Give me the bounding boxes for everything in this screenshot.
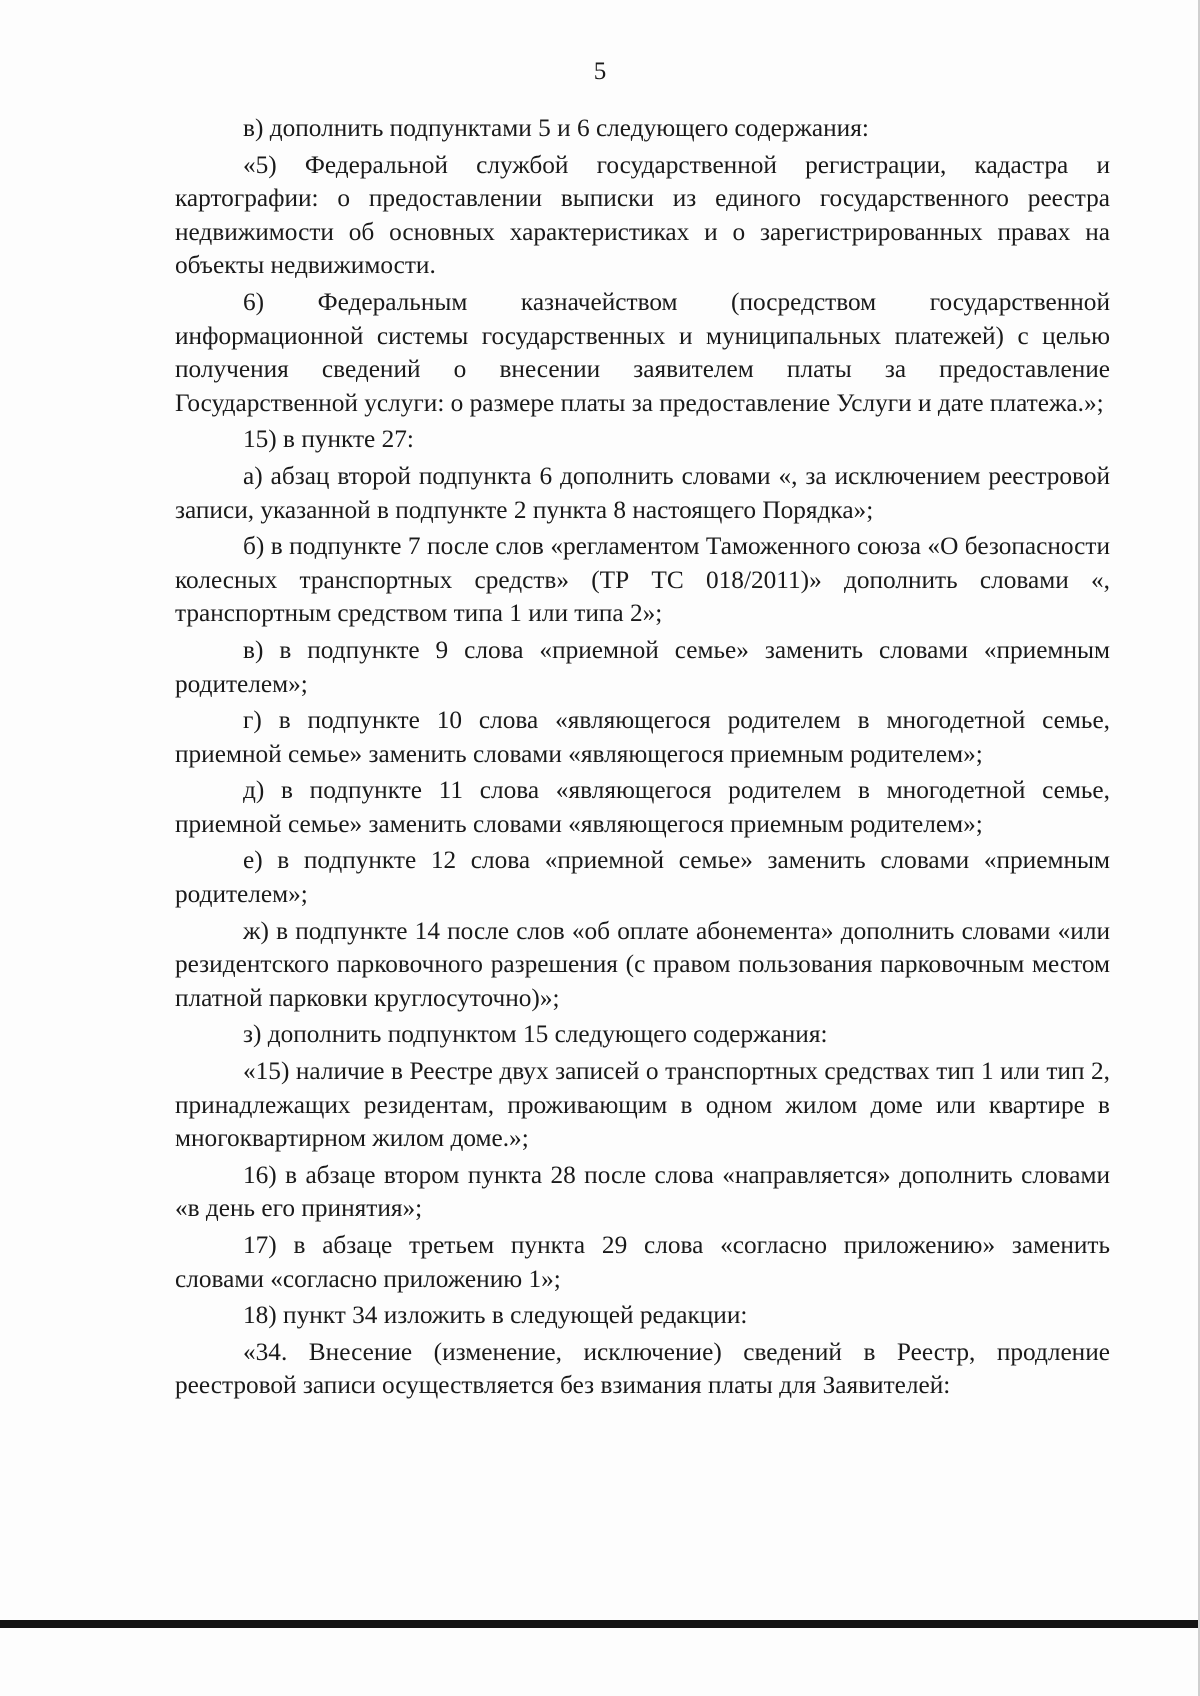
paragraph: «5) Федеральной службой государственной регистрации, кадастра и картографии: о предоставлении выписки из единого государственного реестра недвижимости об основных характеристиках и о зарегистрированных правах на объекты недвижимости. [175, 150, 1110, 280]
page-number: 5 [593, 58, 607, 85]
paragraph: 6) Федеральным казначейством (посредством государственной информационной системы государственных и муниципальных платежей) с целью получения сведений о внесении заявителем платы за предоставление Государственной услуги: о размере платы за предоставление Услуги и дате платежа.»; [175, 287, 1110, 417]
paragraph: а) абзац второй подпункта 6 дополнить словами «, за исключением реестровой записи, указанной в подпункте 2 пункта 8 настоящего Порядка»; [175, 461, 1110, 524]
paragraph: «15) наличие в Реестре двух записей о транспортных средствах тип 1 или тип 2, принадлежащих резидентам, проживающим в одном жилом доме или квартире в многоквартирном жилом доме.»; [175, 1057, 1110, 1153]
paragraph: в) в подпункте 9 слова «приемной семье» заменить словами «приемным родителем»; [175, 635, 1110, 698]
paragraph: «34. Внесение (изменение, исключение) сведений в Реестр, продление реестровой записи осуществляется без взимания платы для Заявителей: [175, 1337, 1110, 1400]
paragraph: 18) пункт 34 изложить в следующей редакции: [243, 1301, 748, 1330]
paragraph: в) дополнить подпунктами 5 и 6 следующего содержания: [243, 114, 869, 142]
paragraph: г) в подпункте 10 слова «являющегося родителем в многодетной семье, приемной семье» заменить словами «являющегося приемным родителем»; [175, 706, 1110, 768]
paragraph: е) в подпункте 12 слова «приемной семье» заменить словами «приемным родителем»; [175, 846, 1110, 909]
paragraph: 17) в абзаце третьем пункта 29 слова «согласно приложению» заменить словами «согласно приложению 1»; [175, 1231, 1110, 1293]
paragraph: 16) в абзаце втором пункта 28 после слова «направляется» дополнить словами «в день его принятия»; [175, 1160, 1110, 1223]
paragraph: з) дополнить подпунктом 15 следующего содержания: [243, 1020, 828, 1049]
paragraph: ж) в подпункте 14 после слов «об оплате абонемента» дополнить словами «или резидентского парковочного разрешения (с правом пользования парковочным местом платной парковки круглосуточно)»; [175, 916, 1110, 1012]
scan-bottom-border [0, 1620, 1200, 1628]
paragraph: 15) в пункте 27: [243, 425, 414, 454]
document-body [175, 112, 1110, 1406]
paragraph: б) в подпункте 7 после слов «регламентом Таможенного союза «О безопасности колесных транспортных средств» (ТР ТС 018/2011)» дополнить словами «, транспортным средством типа 1 или типа 2»; [175, 532, 1110, 628]
paragraph: д) в подпункте 11 слова «являющегося родителем в многодетной семье, приемной семье» заменить словами «являющегося приемным родителем»; [175, 776, 1110, 838]
